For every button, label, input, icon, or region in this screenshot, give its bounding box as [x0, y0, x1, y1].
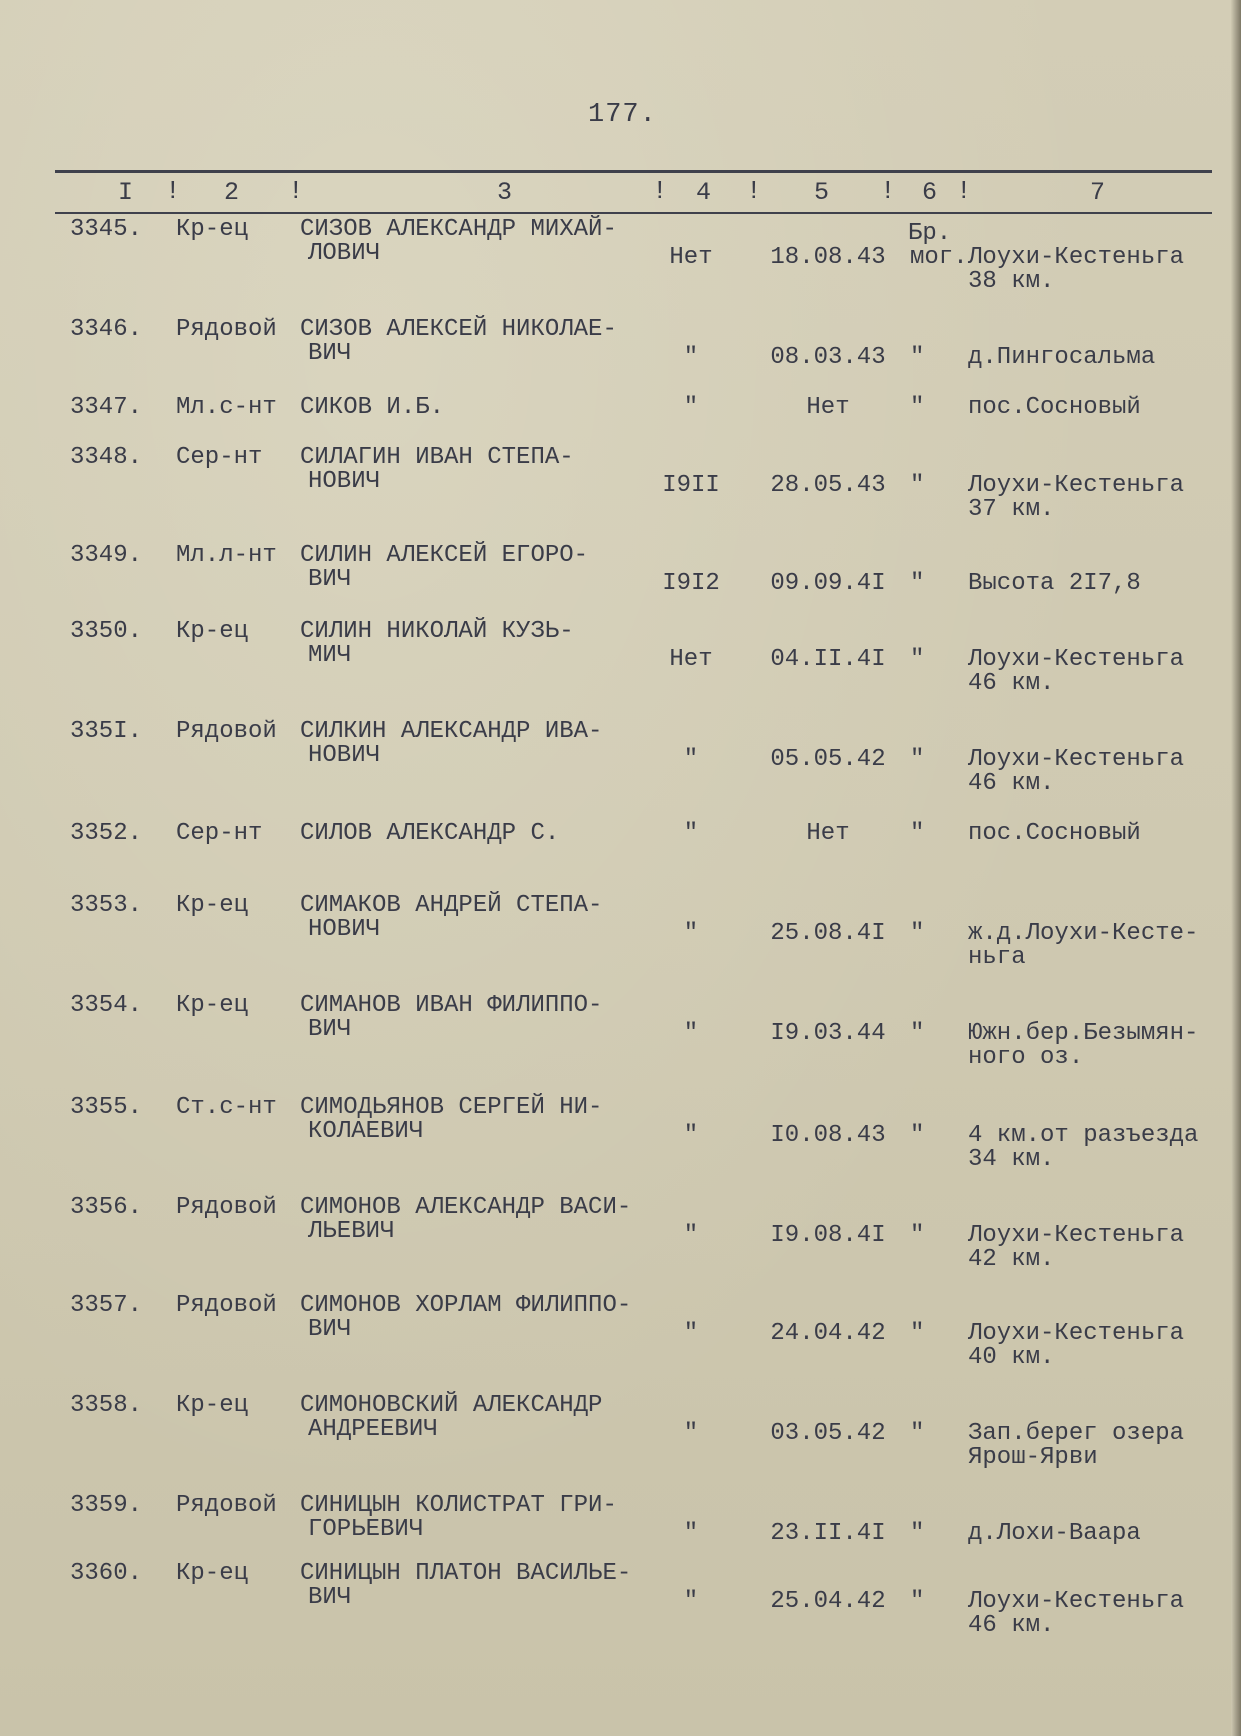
full-name-line-1: СИНИЦЫН ПЛАТОН ВАСИЛЬЕ- — [300, 1560, 632, 1587]
birth-year: I9II — [662, 472, 720, 499]
record-number: 335I. — [70, 718, 143, 745]
burial-place-line-2: 34 км. — [968, 1146, 1055, 1173]
table-row — [0, 446, 1241, 526]
full-name-line-1: СИЛОВ АЛЕКСАНДР С. — [300, 820, 560, 847]
military-rank: Кр-ец — [176, 618, 249, 645]
table-row — [0, 1096, 1241, 1176]
full-name-line-2: ВИЧ — [308, 340, 352, 367]
death-date: I9.08.4I — [770, 1222, 886, 1249]
header-separator: ! — [746, 176, 762, 206]
table-row — [0, 1562, 1241, 1642]
death-date: 05.05.42 — [770, 746, 886, 773]
burial-type: " — [910, 1520, 925, 1547]
record-number: 3348. — [70, 444, 143, 471]
birth-year: " — [683, 1588, 699, 1615]
burial-place-line-1: Высота 2I7,8 — [968, 570, 1141, 597]
military-rank: Кр-ец — [176, 1560, 249, 1587]
military-rank: Мл.с-нт — [176, 394, 277, 421]
burial-place-line-1: Лоухи-Кестеньга — [968, 1222, 1185, 1249]
burial-place-line-1: д.Пингосальма — [968, 344, 1156, 371]
death-date: 04.II.4I — [770, 646, 886, 673]
burial-place-line-1: 4 км.от разъезда — [968, 1122, 1199, 1149]
table-row — [0, 994, 1241, 1074]
full-name-line-2: МИЧ — [308, 642, 352, 669]
burial-place-line-1: Лоухи-Кестеньга — [968, 1320, 1185, 1347]
death-date: 24.04.42 — [770, 1320, 886, 1347]
full-name-line-2: ВИЧ — [308, 1584, 352, 1611]
record-number: 3345. — [70, 216, 143, 243]
full-name-line-1: СИМОНОВ ХОРЛАМ ФИЛИППО- — [300, 1292, 632, 1319]
burial-place-line-1: д.Лохи-Ваара — [968, 1520, 1141, 1547]
military-rank: Кр-ец — [176, 992, 249, 1019]
full-name-line-1: СИЗОВ АЛЕКСЕЙ НИКОЛАЕ- — [300, 316, 617, 343]
table-row — [0, 620, 1241, 700]
table-header-rule — [55, 212, 1212, 214]
burial-place-line-2: 46 км. — [968, 770, 1055, 797]
burial-place-line-2: 42 км. — [968, 1246, 1055, 1273]
birth-year: " — [683, 1520, 699, 1547]
header-col-5: 5 — [814, 178, 830, 207]
record-number: 3353. — [70, 892, 143, 919]
birth-year: " — [683, 1420, 699, 1447]
death-date: 03.05.42 — [770, 1420, 886, 1447]
burial-place-line-1: Лоухи-Кестеньга — [968, 472, 1185, 499]
burial-place-line-1: Лоухи-Кестеньга — [968, 244, 1185, 271]
birth-year: " — [683, 394, 699, 421]
full-name-line-1: СИЛКИН АЛЕКСАНДР ИВА- — [300, 718, 603, 745]
full-name-line-2: АНДРЕЕВИЧ — [308, 1416, 438, 1443]
full-name-line-1: СИМОНОВ АЛЕКСАНДР ВАСИ- — [300, 1194, 632, 1221]
full-name-line-2: ВИЧ — [308, 1016, 352, 1043]
burial-place-line-2: 38 км. — [968, 268, 1055, 295]
birth-year: " — [683, 820, 699, 847]
death-date: Нет — [806, 394, 850, 421]
header-separator: ! — [165, 176, 181, 206]
birth-year: " — [683, 746, 699, 773]
burial-type: " — [910, 1020, 925, 1047]
full-name-line-1: СИЛИН АЛЕКСЕЙ ЕГОРО- — [300, 542, 589, 569]
record-number: 3354. — [70, 992, 143, 1019]
table-top-rule — [55, 170, 1212, 173]
table-row — [0, 822, 1241, 902]
record-number: 3358. — [70, 1392, 143, 1419]
header-separator: ! — [956, 176, 972, 206]
full-name-line-1: СИМОНОВСКИЙ АЛЕКСАНДР — [300, 1392, 603, 1419]
full-name-line-2: ВИЧ — [308, 566, 352, 593]
full-name-line-2: КОЛАЕВИЧ — [308, 1118, 424, 1145]
death-date: 18.08.43 — [770, 244, 886, 271]
header-col-4: 4 — [696, 178, 712, 207]
page-number: 177. — [588, 100, 657, 130]
burial-type: " — [910, 394, 925, 421]
table-row — [0, 218, 1241, 298]
full-name-line-2: НОВИЧ — [308, 742, 381, 769]
burial-type: мог. — [910, 244, 968, 271]
burial-type: " — [910, 920, 925, 947]
header-separator: ! — [880, 176, 896, 206]
burial-place-line-1: пос.Сосновый — [968, 820, 1141, 847]
header-separator: ! — [288, 176, 304, 206]
birth-year: " — [683, 920, 699, 947]
birth-year: " — [683, 1122, 699, 1149]
full-name-line-1: СИНИЦЫН КОЛИСТРАТ ГРИ- — [300, 1492, 617, 1519]
table-row — [0, 1394, 1241, 1474]
burial-type-line-1: Бр. — [908, 220, 952, 247]
burial-type: " — [910, 1420, 925, 1447]
death-date: 08.03.43 — [770, 344, 886, 371]
death-date: 25.04.42 — [770, 1588, 886, 1615]
record-number: 3357. — [70, 1292, 143, 1319]
burial-place-line-1: Лоухи-Кестеньга — [968, 646, 1185, 673]
burial-type: " — [910, 1122, 925, 1149]
record-number: 3347. — [70, 394, 143, 421]
record-number: 3356. — [70, 1194, 143, 1221]
full-name-line-1: СИЛИН НИКОЛАЙ КУЗЬ- — [300, 618, 574, 645]
full-name-line-1: СИЛАГИН ИВАН СТЕПА- — [300, 444, 574, 471]
burial-place-line-2: 46 км. — [968, 1612, 1055, 1639]
death-date: 23.II.4I — [770, 1520, 886, 1547]
burial-type: " — [910, 472, 925, 499]
military-rank: Ст.с-нт — [176, 1094, 277, 1121]
death-date: I0.08.43 — [770, 1122, 886, 1149]
burial-place-line-1: Лоухи-Кестеньга — [968, 1588, 1185, 1615]
burial-type: " — [910, 1320, 925, 1347]
burial-type: " — [910, 1222, 925, 1249]
record-number: 3349. — [70, 542, 143, 569]
burial-place-line-2: ного оз. — [968, 1044, 1084, 1071]
burial-type: " — [910, 570, 925, 597]
header-separator: ! — [652, 176, 668, 206]
table-row — [0, 720, 1241, 800]
table-row — [0, 894, 1241, 974]
header-col-3: 3 — [497, 178, 513, 207]
burial-place-line-2: 46 км. — [968, 670, 1055, 697]
death-date: 28.05.43 — [770, 472, 886, 499]
header-col-2: 2 — [224, 178, 240, 207]
full-name-line-2: ЛОВИЧ — [308, 240, 381, 267]
military-rank: Рядовой — [176, 1194, 277, 1221]
full-name-line-1: СИКОВ И.Б. — [300, 394, 445, 421]
burial-place-line-2: ньга — [968, 944, 1026, 971]
burial-type: " — [910, 646, 925, 673]
full-name-line-2: ВИЧ — [308, 1316, 352, 1343]
table-row — [0, 1294, 1241, 1374]
burial-place-line-1: пос.Сосновый — [968, 394, 1141, 421]
birth-year: " — [683, 344, 699, 371]
table-row — [0, 1196, 1241, 1276]
military-rank: Кр-ец — [176, 892, 249, 919]
birth-year: I9I2 — [662, 570, 720, 597]
military-rank: Рядовой — [176, 1492, 277, 1519]
burial-place-line-1: Лоухи-Кестеньга — [968, 746, 1185, 773]
death-date: 09.09.4I — [770, 570, 886, 597]
birth-year: Нет — [669, 244, 713, 271]
military-rank: Рядовой — [176, 1292, 277, 1319]
military-rank: Сер-нт — [176, 444, 263, 471]
record-number: 3359. — [70, 1492, 143, 1519]
military-rank: Сер-нт — [176, 820, 263, 847]
full-name-line-1: СИМОДЬЯНОВ СЕРГЕЙ НИ- — [300, 1094, 603, 1121]
military-rank: Мл.л-нт — [176, 542, 277, 569]
full-name-line-2: ГОРЬЕВИЧ — [308, 1516, 424, 1543]
full-name-line-2: НОВИЧ — [308, 916, 381, 943]
burial-place-line-2: 40 км. — [968, 1344, 1055, 1371]
full-name-line-2: НОВИЧ — [308, 468, 381, 495]
record-number: 3355. — [70, 1094, 143, 1121]
military-rank: Рядовой — [176, 316, 277, 343]
death-date: 25.08.4I — [770, 920, 886, 947]
birth-year: " — [683, 1020, 699, 1047]
record-number: 3360. — [70, 1560, 143, 1587]
death-date: I9.03.44 — [770, 1020, 886, 1047]
table-row — [0, 544, 1241, 624]
burial-place-line-1: ж.д.Лоухи-Кесте- — [968, 920, 1199, 947]
burial-place-line-1: Южн.бер.Безымян- — [968, 1020, 1199, 1047]
burial-type: " — [910, 1588, 925, 1615]
burial-place-line-2: 37 км. — [968, 496, 1055, 523]
death-date: Нет — [806, 820, 850, 847]
burial-place-line-2: Ярош-Ярви — [968, 1444, 1098, 1471]
birth-year: " — [683, 1320, 699, 1347]
burial-type: " — [910, 820, 925, 847]
burial-type: " — [910, 746, 925, 773]
header-col-6: 6 — [922, 178, 938, 207]
burial-place-line-1: Зап.берег озера — [968, 1420, 1185, 1447]
military-rank: Кр-ец — [176, 1392, 249, 1419]
table-row — [0, 318, 1241, 398]
header-col-1: I — [118, 178, 134, 207]
full-name-line-1: СИЗОВ АЛЕКСАНДР МИХАЙ- — [300, 216, 617, 243]
birth-year: Нет — [669, 646, 713, 673]
military-rank: Кр-ец — [176, 216, 249, 243]
birth-year: " — [683, 1222, 699, 1249]
record-number: 3346. — [70, 316, 143, 343]
full-name-line-1: СИМАНОВ ИВАН ФИЛИППО- — [300, 992, 603, 1019]
record-number: 3350. — [70, 618, 143, 645]
burial-type: " — [910, 344, 925, 371]
header-col-7: 7 — [1090, 178, 1106, 207]
record-number: 3352. — [70, 820, 143, 847]
military-rank: Рядовой — [176, 718, 277, 745]
full-name-line-1: СИМАКОВ АНДРЕЙ СТЕПА- — [300, 892, 603, 919]
full-name-line-2: ЛЬЕВИЧ — [308, 1218, 395, 1245]
